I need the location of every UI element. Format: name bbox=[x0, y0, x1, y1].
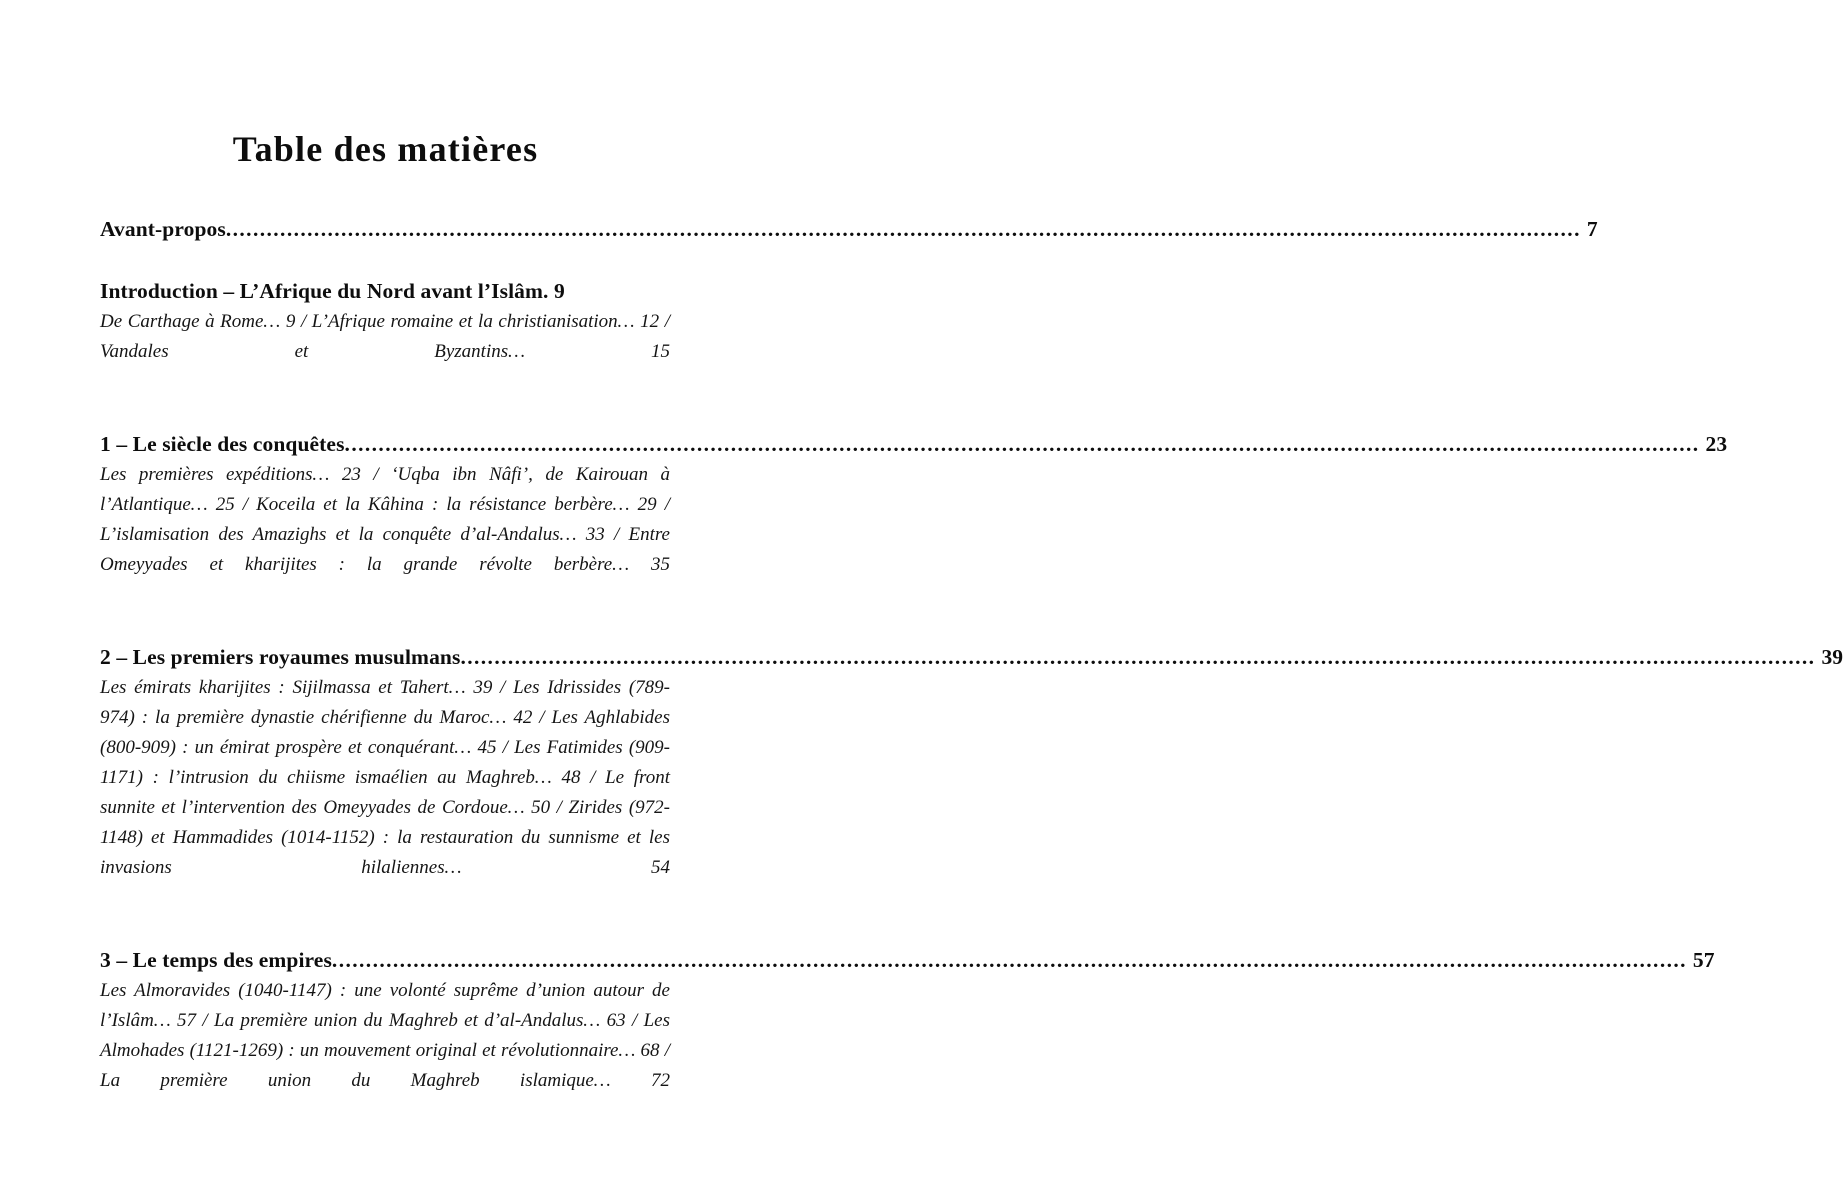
toc-entry-list bbox=[100, 214, 1843, 1126]
toc-entry-page-number: 39 bbox=[1821, 645, 1843, 669]
toc-entry[interactable] bbox=[100, 429, 1728, 610]
toc-entry-description: De Carthage à Rome… 9 / L’Afrique romaine et la christianisation… 12 / Vandales et Byzantins… 15 bbox=[100, 311, 670, 362]
toc-entry-heading[interactable] bbox=[100, 642, 1843, 672]
toc-entry-label: Introduction – L’Afrique du Nord avant l’Islâm. 9 bbox=[100, 279, 565, 303]
toc-entry-page-number: 23 bbox=[1705, 432, 1728, 456]
toc-entry-heading[interactable] bbox=[100, 214, 1598, 244]
toc-entry-label: Avant-propos bbox=[100, 217, 226, 241]
dot-leader: ........................................................................................................................................................................................................ bbox=[460, 645, 1816, 669]
toc-entry[interactable] bbox=[100, 214, 1598, 244]
dot-leader: ........................................................................................................................................................................................................ bbox=[225, 217, 1581, 241]
toc-entry[interactable] bbox=[100, 276, 670, 397]
toc-entry-label: 1 – Le siècle des conquêtes bbox=[100, 432, 345, 456]
toc-entry-description: Les premières expéditions… 23 / ‘Uqba ibn Nâfi’, de Kairouan à l’Atlantique… 25 / Koceila et la Kâhina : la résistance berbère… 29 / L’islamisation des Amazighs et la conquête d’al-Andalus… 33 / Entre Omeyyades et kharijites : la grande révolte berbère… 35 bbox=[100, 464, 670, 575]
toc-entry-heading[interactable] bbox=[100, 276, 670, 306]
toc-entry-page-number: 57 bbox=[1692, 948, 1715, 972]
dot-leader: ........................................................................................................................................................................................................ bbox=[344, 432, 1700, 456]
toc-entry-label: 2 – Les premiers royaumes musulmans bbox=[100, 645, 461, 669]
dot-leader: ........................................................................................................................................................................................................ bbox=[331, 948, 1687, 972]
toc-entry-description: Les Almoravides (1040-1147) : une volonté suprême d’union autour de l’Islâm… 57 / La première union du Maghreb et d’al-Andalus… 63 / Les Almohades (1121-1269) : un mouvement original et révolutionnaire… 68 / La première union du Maghreb islamique… 72 bbox=[100, 980, 670, 1091]
page-title: Table des matières bbox=[232, 129, 539, 170]
toc-entry-description: Les émirats kharijites : Sijilmassa et Tahert… 39 / Les Idrissides (789-974) : la première dynastie chérifienne du Maroc… 42 / Les Aghlabides (800-909) : un émirat prospère et conquérant… 45 / Les Fatimides (909-1171) : l’intrusion du chiisme ismaélien au Maghreb… 48 / Le front sunnite et l’intervention des Omeyyades de Cordoue… 50 / Zirides (972-1148) et Hammadides (1014-1152) : la restauration du sunnisme et les invasions hilaliennes… 54 bbox=[100, 677, 670, 878]
toc-entry-page-number: 7 bbox=[1586, 217, 1598, 241]
toc-entry[interactable] bbox=[100, 642, 1843, 913]
toc-entry-heading[interactable] bbox=[100, 945, 1715, 975]
toc-entry-label: 3 – Le temps des empires bbox=[100, 948, 332, 972]
toc-entry-heading[interactable] bbox=[100, 429, 1728, 459]
toc-entry[interactable] bbox=[100, 945, 1715, 1126]
